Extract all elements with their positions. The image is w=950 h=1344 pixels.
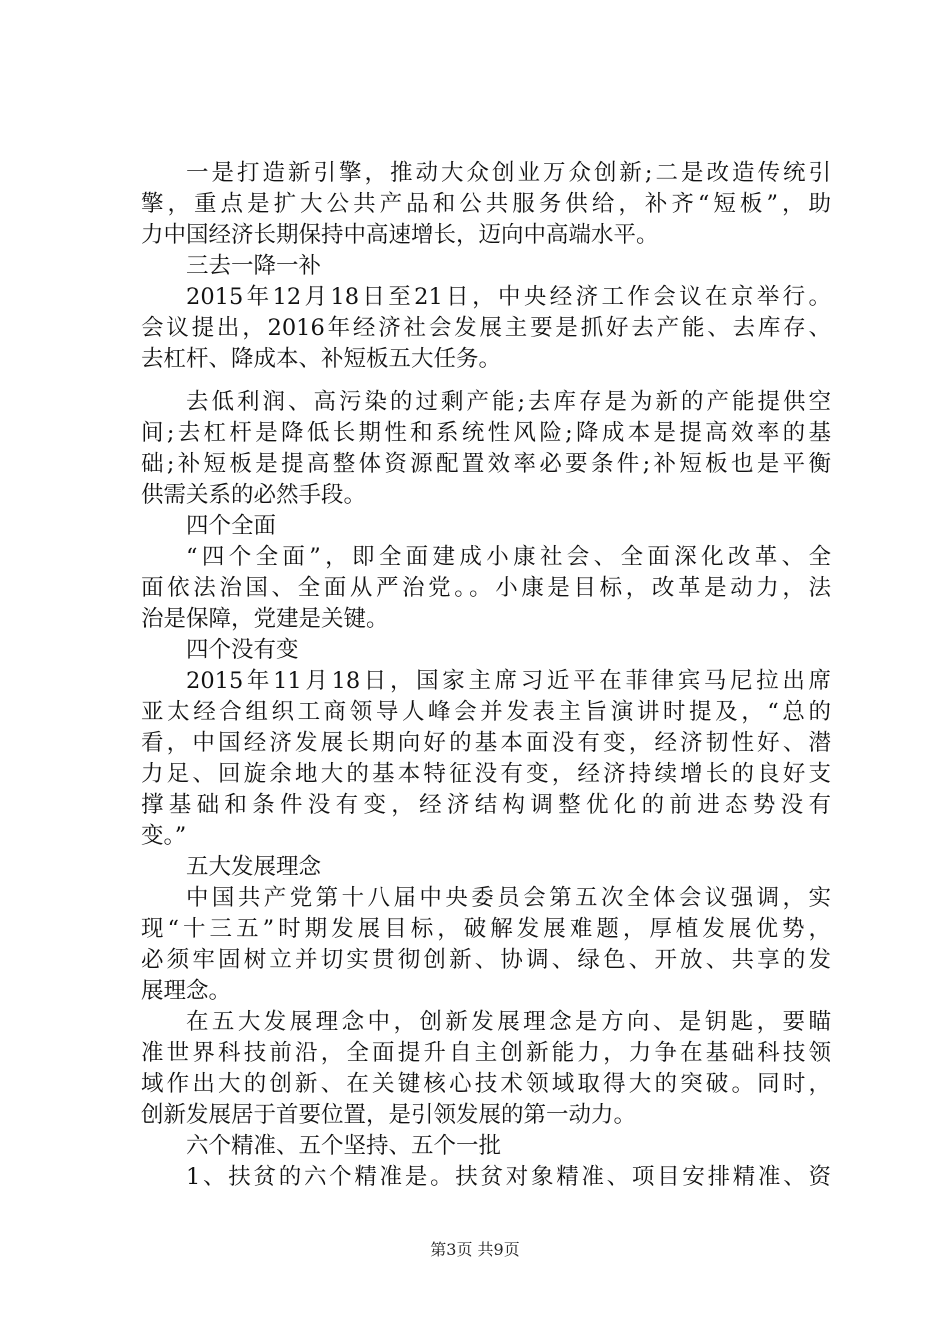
page-footer (0, 1240, 950, 1260)
text-line: 亚太经合组织工商领导人峰会并发表主旨演讲时提及，“总的 (141, 699, 831, 725)
text-line: 一是打造新引擎，推动大众创业万众创新;二是改造传统引 (186, 160, 831, 186)
text-line: “四个全面”，即全面建成小康社会、全面深化改革、全 (186, 544, 831, 570)
text-line: 础;补短板是提高整体资源配置效率必要条件;补短板也是平衡 (141, 451, 831, 477)
text-line: 治是保障，党建是关键。 (141, 606, 389, 632)
section-heading: 三去一降一补 (186, 253, 322, 279)
page-number-label: 第3页 共9页 (430, 1240, 520, 1259)
text-line: 1、扶贫的六个精准是。扶贫对象精准、项目安排精准、资 (186, 1164, 831, 1190)
text-line: 现“十三五”时期发展目标，破解发展难题，厚植发展优势， (141, 916, 831, 942)
text-line: 域作出大的创新、在关键核心技术领域取得大的突破。同时， (141, 1071, 831, 1097)
text-line: 准世界科技前沿，全面提升自主创新能力，力争在基础科技领 (141, 1040, 831, 1066)
text-line: 2015年12月18日至21日，中央经济工作会议在京举行。 (186, 284, 831, 310)
text-line: 中国共产党第十八届中央委员会第五次全体会议强调，实 (186, 885, 831, 911)
section-heading: 六个精准、五个坚持、五个一批 (186, 1133, 502, 1159)
text-line: 擎，重点是扩大公共产品和公共服务供给，补齐“短板”，助 (141, 191, 831, 217)
text-line: 看，中国经济发展长期向好的基本面没有变，经济韧性好、潜 (141, 730, 831, 756)
section-heading: 五大发展理念 (186, 854, 322, 880)
text-line: 变。” (141, 823, 187, 849)
text-line: 创新发展居于首要位置，是引领发展的第一动力。 (141, 1102, 637, 1128)
text-line: 会议提出，2016年经济社会发展主要是抓好去产能、去库存、 (141, 315, 831, 341)
text-line: 力足、回旋余地大的基本特征没有变，经济持续增长的良好支 (141, 761, 831, 787)
section-heading: 四个全面 (186, 513, 277, 539)
text-line: 供需关系的必然手段。 (141, 482, 367, 508)
text-line: 展理念。 (141, 978, 232, 1004)
section-heading: 四个没有变 (186, 637, 299, 663)
text-line: 必须牢固树立并切实贯彻创新、协调、绿色、开放、共享的发 (141, 947, 831, 973)
text-line: 2015年11月18日，国家主席习近平在菲律宾马尼拉出席 (186, 668, 831, 694)
text-line: 在五大发展理念中，创新发展理念是方向、是钥匙，要瞄 (186, 1009, 831, 1035)
text-line: 面依法治国、全面从严治党。。小康是目标，改革是动力，法 (141, 575, 831, 601)
text-line: 间;去杠杆是降低长期性和系统性风险;降成本是提高效率的基 (141, 420, 831, 446)
document-body (141, 158, 831, 1193)
text-line: 去低利润、高污染的过剩产能;去库存是为新的产能提供空 (186, 389, 831, 415)
text-line: 撑基础和条件没有变，经济结构调整优化的前进态势没有 (141, 792, 831, 818)
text-line: 力中国经济长期保持中高速增长，迈向中高端水平。 (141, 222, 659, 248)
text-line: 去杠杆、降成本、补短板五大任务。 (141, 346, 502, 372)
